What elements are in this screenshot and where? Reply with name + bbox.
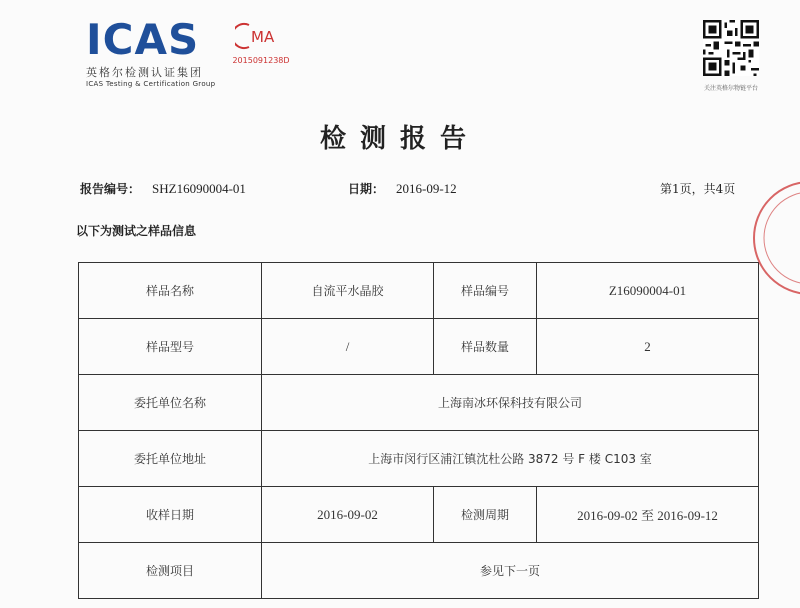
table-row: [79, 263, 759, 319]
table-row: [79, 375, 759, 431]
page-indicator: 第1页，共4页: [660, 182, 736, 196]
ma-text: MA: [251, 28, 275, 46]
table-row: [79, 543, 759, 599]
qr-code-icon: [703, 20, 759, 76]
ma-number: 2015091238D: [232, 56, 290, 65]
sample-name-value: 自流平水晶胶: [262, 263, 434, 319]
client-name-value: 上海南冰环保科技有限公司: [262, 375, 759, 431]
cma-seal-icon: [235, 22, 287, 50]
qr-caption: 关注英格尔物链平台: [703, 85, 758, 92]
sample-no-value: Z16090004-01: [537, 263, 759, 319]
receive-date-value: 2016-09-02: [262, 487, 434, 543]
logo-english-name: ICAS Testing & Certification Group: [86, 80, 216, 88]
report-number-label: 报告编号：: [80, 182, 141, 196]
test-period-value: 2016-09-02 至 2016-09-12: [537, 487, 759, 543]
report-date: [348, 180, 457, 197]
sample-model-value: /: [262, 319, 434, 375]
logo-chinese-name: 英格尔检测认证集团: [86, 66, 203, 79]
report-date-value: 2016-09-12: [396, 181, 457, 196]
report-date-label: 日期：: [348, 182, 385, 196]
client-address-label: 委托单位地址: [79, 431, 262, 487]
report-title: 检测报告: [319, 124, 480, 154]
report-number-value: SHZ16090004-01: [152, 181, 246, 196]
red-stamp-icon: [748, 178, 800, 298]
report-number: [80, 180, 246, 197]
logo-wordmark: ICAS: [86, 15, 200, 64]
cma-mark: [226, 22, 296, 65]
client-name-label: 委托单位名称: [79, 375, 262, 431]
test-items-value: 参见下一页: [262, 543, 759, 599]
sample-qty-label: 样品数量: [434, 319, 537, 375]
table-row: [79, 319, 759, 375]
sample-qty-value: 2: [537, 319, 759, 375]
icas-logo: [86, 15, 216, 88]
intro-text: 以下为测试之样品信息: [76, 224, 197, 238]
sample-no-label: 样品编号: [434, 263, 537, 319]
sample-model-label: 样品型号: [79, 319, 262, 375]
sample-name-label: 样品名称: [79, 263, 262, 319]
receive-date-label: 收样日期: [79, 487, 262, 543]
qr-code-block: [700, 20, 762, 92]
table-row: [79, 431, 759, 487]
sample-info-table: [78, 262, 759, 599]
table-row: [79, 487, 759, 543]
test-items-label: 检测项目: [79, 543, 262, 599]
client-address-value: 上海市闵行区浦江镇沈杜公路 3872 号 F 楼 C103 室: [262, 431, 759, 487]
test-period-label: 检测周期: [434, 487, 537, 543]
